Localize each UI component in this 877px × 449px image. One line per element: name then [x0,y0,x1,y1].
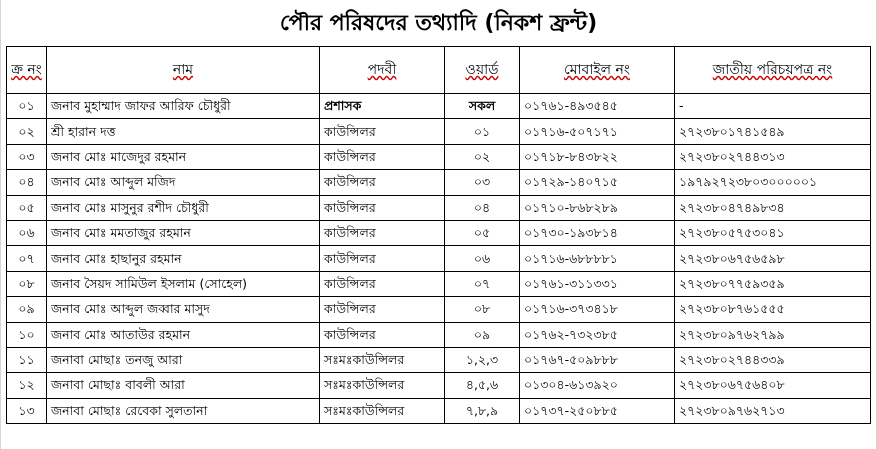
cell-name: জনাব মোঃ মমতাজুর রহমান [47,220,320,245]
table-row [7,144,871,169]
cell-serial: ১৩ [7,398,47,423]
cell-nid: - [675,94,871,119]
cell-post: কাউন্সিলর [320,322,445,347]
table-row [7,373,871,398]
table-row [7,271,871,296]
cell-mobile: ০১৭১০-৮৬৮২৮৯ [520,195,675,220]
council-table [6,46,871,424]
cell-ward: ০৮ [445,297,520,322]
table-row [7,220,871,245]
cell-mobile: ০১৭১৬-৬৮৮৮৮১ [520,246,675,271]
cell-name: জনাবা মোছাঃ রেবেকা সুলতানা [47,398,320,423]
cell-name: জনাব মোঃ মাজেদুর রহমান [47,144,320,169]
cell-nid: ২৭২৩৮০২৭৪৪৩১৩ [675,144,871,169]
table-header-row [7,47,871,94]
table-row [7,347,871,372]
cell-post: কাউন্সিলর [320,170,445,195]
header-mobile: মোবাইল নং [520,47,675,94]
cell-serial: ০৫ [7,195,47,220]
header-ward: ওয়ার্ড [445,47,520,94]
cell-mobile: ০১৭১৮-৮৪৩৮২২ [520,144,675,169]
cell-nid: ২৭২৩৮০৫৭৫৩০৪১ [675,220,871,245]
cell-name: জনাব মোঃ আতাউর রহমান [47,322,320,347]
cell-ward: ০৩ [445,170,520,195]
cell-mobile: ০১৭৩৭-২৫০৮৮৫ [520,398,675,423]
cell-nid: ২৭২৩৮০৯৭৬২৭৯৯ [675,322,871,347]
cell-mobile: ০১৭৩০-১৯৩৮১৪ [520,220,675,245]
cell-post: কাউন্সিলর [320,119,445,144]
document-title: পৌর পরিষদের তথ্যাদি (নিকশ ফ্রন্ট) [279,11,598,36]
table-row [7,119,871,144]
cell-post: সঃমঃকাউন্সিলর [320,347,445,372]
page-left-edge [0,0,1,449]
cell-ward: সকল [445,94,520,119]
cell-ward: ০৯ [445,322,520,347]
cell-serial: ০৩ [7,144,47,169]
cell-mobile: ০১৭৬৭-৫০৯৮৮৮ [520,347,675,372]
cell-post: কাউন্সিলর [320,195,445,220]
cell-ward: ০১ [445,119,520,144]
cell-nid: ২৭২৩৮০১৭৪১৫৪৯ [675,119,871,144]
cell-post: প্রশাসক [320,94,445,119]
cell-ward: ০৭ [445,271,520,296]
cell-ward: ৭,৮,৯ [445,398,520,423]
cell-post: সঃমঃকাউন্সিলর [320,373,445,398]
cell-serial: ০২ [7,119,47,144]
cell-nid: ২৭২৩৮০৬৭৫৬৪০৮ [675,373,871,398]
cell-ward: ০৬ [445,246,520,271]
table-row [7,297,871,322]
cell-serial: ০৬ [7,220,47,245]
cell-nid: ১৯৭৯২৭২৩৮০৩০০০০০১ [675,170,871,195]
cell-nid: ২৭২৩৮০৬৭৫৬৫৯৮ [675,246,871,271]
cell-serial: ১১ [7,347,47,372]
cell-serial: ০১ [7,94,47,119]
cell-nid: ২৭২৩৮০৮৭৬১৫৫৫ [675,297,871,322]
table-row [7,94,871,119]
cell-name: জনাব মোঃ মাসুনুর রশীদ চৌধুরী [47,195,320,220]
cell-post: কাউন্সিলর [320,297,445,322]
cell-mobile: ০১৭৬২-৭৩২৩৮৫ [520,322,675,347]
cell-ward: ০৫ [445,220,520,245]
cell-serial: ০৪ [7,170,47,195]
cell-nid: ২৭২৩৮০২৭৪৪৩৩৯ [675,347,871,372]
cell-post: কাউন্সিলর [320,144,445,169]
cell-post: সঃমঃকাউন্সিলর [320,398,445,423]
header-serial: ক্র নং [7,47,47,94]
cell-name: জনাব মোঃ আব্দুল মজিদ [47,170,320,195]
header-nid: জাতীয় পরিচয়পত্র নং [675,47,871,94]
cell-mobile: ০১৩০৪-৬১৩৯২০ [520,373,675,398]
cell-serial: ১২ [7,373,47,398]
table-row [7,170,871,195]
cell-name: শ্রী হারান দত্ত [47,119,320,144]
cell-mobile: ০১৭১৬-৫০৭১৭১ [520,119,675,144]
cell-name: জনাবা মোছাঃ তনজু আরা [47,347,320,372]
cell-name: জনাব মোঃ হাছানুর রহমান [47,246,320,271]
cell-post: কাউন্সিলর [320,271,445,296]
table-row [7,246,871,271]
cell-ward: ১,২,৩ [445,347,520,372]
cell-name: জনাবা মোছাঃ বাবলী আরা [47,373,320,398]
cell-name: জনাব মুহাম্মাদ জাফর আরিফ চৌধুরী [47,94,320,119]
cell-ward: ৪,৫,৬ [445,373,520,398]
table-row [7,195,871,220]
cell-name: জনাব সৈয়দ সামিউল ইসলাম (সোহেল) [47,271,320,296]
cell-ward: ০৪ [445,195,520,220]
cell-mobile: ০১৭১৬-৩৭৩৪১৮ [520,297,675,322]
cell-nid: ২৭২৩৮০৯৭৬২৭১৩ [675,398,871,423]
header-name: নাম [47,47,320,94]
cell-mobile: ০১৭৬১-৪৯৩৫৪৫ [520,94,675,119]
cell-mobile: ০১৭২৯-১৪০৭১৫ [520,170,675,195]
cell-nid: ২৭২৩৮০৪৭৪৯৮৩৪ [675,195,871,220]
cell-nid: ২৭২৩৮০৭৭৫৯৩৫৯ [675,271,871,296]
cell-post: কাউন্সিলর [320,246,445,271]
header-post: পদবী [320,47,445,94]
cell-post: কাউন্সিলর [320,220,445,245]
cell-serial: ০৮ [7,271,47,296]
table-row [7,322,871,347]
cell-mobile: ০১৭৬১-৩১১৩৩১ [520,271,675,296]
cell-serial: ০৭ [7,246,47,271]
cell-serial: ০৯ [7,297,47,322]
cell-ward: ০২ [445,144,520,169]
cell-name: জনাব মোঃ আব্দুল জব্বার মাসুদ [47,297,320,322]
table-row [7,398,871,423]
cell-serial: ১০ [7,322,47,347]
